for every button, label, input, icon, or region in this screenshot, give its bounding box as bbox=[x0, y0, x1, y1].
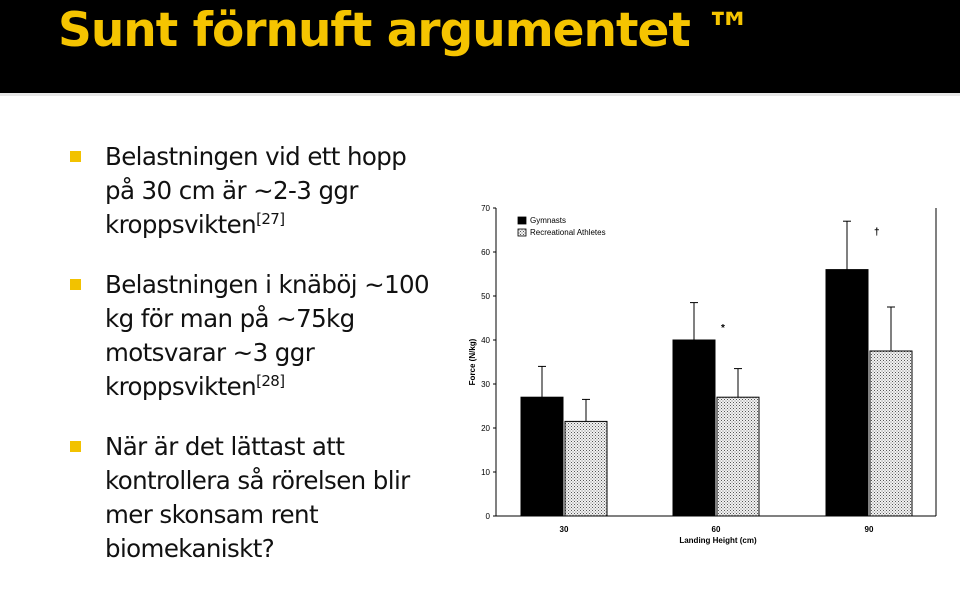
y-tick-label: 70 bbox=[481, 204, 490, 213]
bar-gymnasts bbox=[521, 397, 563, 516]
force-bar-chart bbox=[460, 195, 950, 555]
bar-recreational bbox=[870, 351, 912, 516]
bullet-item bbox=[70, 430, 440, 566]
y-tick-label: 60 bbox=[481, 248, 490, 257]
slide-title: Sunt förnuft argumentet ™ bbox=[58, 3, 752, 58]
title-bar bbox=[0, 0, 960, 93]
bullet-body: När är det lättast att kontrollera så rörelsen blir mer skonsam rent biomekaniskt? bbox=[105, 432, 410, 563]
bullet-list bbox=[70, 140, 440, 592]
bar-recreational bbox=[565, 421, 607, 516]
significance-marker: † bbox=[874, 227, 880, 239]
bullet-text bbox=[105, 268, 440, 404]
bar-gymnasts bbox=[826, 270, 868, 516]
bullet-body: Belastningen i knäböj ~100 kg för man på ~75kg motsvarar ~3 ggr kroppsvikten bbox=[105, 270, 430, 401]
title-divider bbox=[0, 93, 960, 96]
bar-gymnasts bbox=[673, 340, 715, 516]
y-tick-label: 40 bbox=[481, 336, 490, 345]
bullet-body: Belastningen vid ett hopp på 30 cm är ~2-3 ggr kroppsvikten bbox=[105, 142, 407, 239]
y-tick-label: 50 bbox=[481, 292, 490, 301]
y-tick-label: 20 bbox=[481, 424, 490, 433]
bullet-text bbox=[105, 140, 440, 242]
legend-label: Gymnasts bbox=[530, 216, 567, 225]
y-tick-label: 30 bbox=[481, 380, 490, 389]
bullet-square-icon bbox=[70, 441, 81, 452]
y-tick-label: 0 bbox=[485, 512, 490, 521]
x-tick-label: 60 bbox=[711, 525, 721, 534]
legend-swatch bbox=[518, 217, 526, 224]
significance-marker: * bbox=[721, 323, 725, 335]
legend-swatch bbox=[518, 229, 526, 236]
x-axis-label: Landing Height (cm) bbox=[679, 536, 757, 545]
bullet-item bbox=[70, 140, 440, 242]
y-tick-label: 10 bbox=[481, 468, 490, 477]
bullet-reference: [27] bbox=[256, 210, 285, 228]
x-tick-label: 90 bbox=[864, 525, 874, 534]
bullet-text bbox=[105, 430, 440, 566]
bar-recreational bbox=[717, 397, 759, 516]
bullet-item bbox=[70, 268, 440, 404]
bullet-square-icon bbox=[70, 279, 81, 290]
bullet-reference: [28] bbox=[256, 372, 285, 390]
bullet-square-icon bbox=[70, 151, 81, 162]
x-tick-label: 30 bbox=[559, 525, 569, 534]
legend-label: Recreational Athletes bbox=[530, 228, 606, 237]
y-axis-label: Force (N/kg) bbox=[468, 338, 477, 386]
